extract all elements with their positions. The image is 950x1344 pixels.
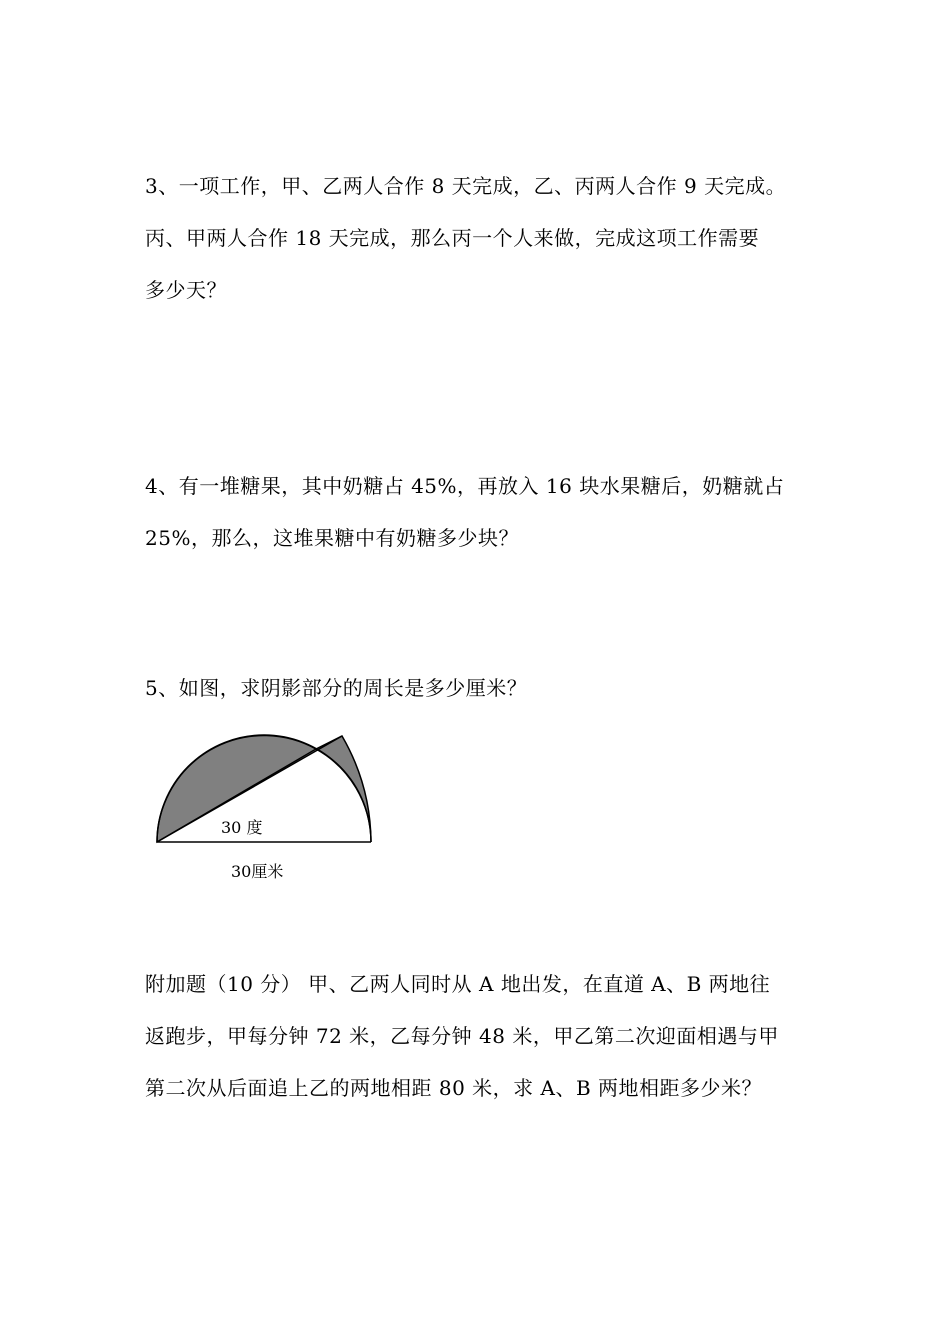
problem-4	[145, 460, 815, 564]
problem-3-line-3: 多少天？	[145, 278, 227, 302]
bonus-problem	[145, 958, 815, 1114]
problem-5	[145, 662, 815, 714]
semicircle-figure	[145, 728, 385, 898]
bonus-problem-line-3: 第二次从后面追上乙的两地相距 80 米，求 A、B 两地相距多少米？	[145, 1076, 763, 1100]
length-label: 30厘米	[231, 862, 284, 881]
shaded-region-right	[316, 736, 371, 842]
bonus-problem-line-2: 返跑步，甲每分钟 72 米，乙每分钟 48 米，甲乙第二次迎面相遇与甲	[145, 1024, 779, 1048]
problem-3-line-1: 3、一项工作，甲、乙两人合作 8 天完成，乙、丙两人合作 9 天完成。	[145, 174, 787, 198]
bonus-problem-line-1: 附加题（10 分） 甲、乙两人同时从 A 地出发，在直道 A、B 两地往	[145, 972, 771, 996]
problem-5-line-1: 5、如图，求阴影部分的周长是多少厘米？	[145, 676, 528, 700]
problem-3-line-2: 丙、甲两人合作 18 天完成，那么丙一个人来做，完成这项工作需要	[145, 226, 760, 250]
problem-4-line-2: 25%，那么，这堆果糖中有奶糖多少块？	[145, 526, 519, 550]
problem-4-line-1: 4、有一堆糖果，其中奶糖占 45%，再放入 16 块水果糖后，奶糖就占	[145, 474, 785, 498]
angle-label: 30 度	[221, 818, 263, 837]
problem-3	[145, 160, 815, 316]
semicircle-diagram	[145, 728, 385, 898]
